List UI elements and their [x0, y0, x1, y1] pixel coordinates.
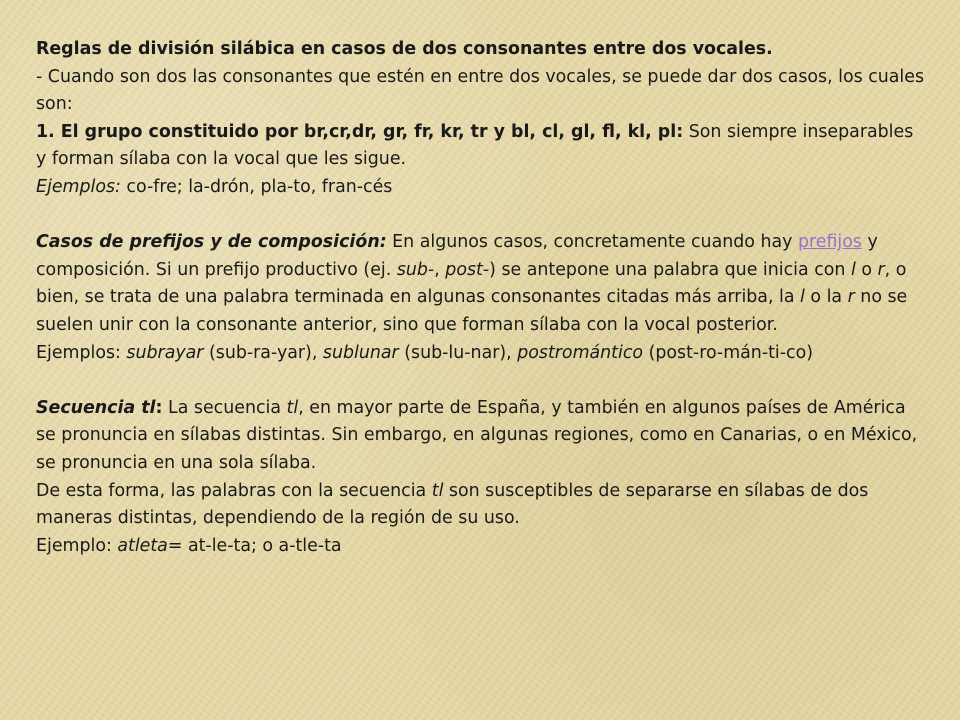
- spacer: [36, 367, 928, 395]
- prefixes-or-la: o la: [804, 287, 848, 308]
- example-split-1: (sub-ra-yar),: [203, 342, 323, 363]
- tl-example: [36, 533, 928, 561]
- letter-l: l: [850, 259, 856, 280]
- prefixes-examples-label: Ejemplos:: [36, 342, 127, 363]
- prefixes-title: Casos de prefijos y de composición:: [36, 232, 387, 253]
- prefix-example-sub: sub-: [396, 259, 435, 280]
- prefixes-text-d: , o bien, se trata de una palabra terminada en algunas consonantes citadas más arriba, la: [36, 259, 907, 308]
- tl-text-d: son susceptibles de separarse en sílabas de dos maneras distintas, dependiendo de la región de su uso.: [36, 480, 869, 529]
- tl-text-b: , en mayor parte de España, y también en algunos países de América se pronuncia en sílabas distintas. Sin embargo, en algunas regiones, como en Canarias, o en México, se pronuncia en una sola sílaba.: [36, 397, 918, 473]
- letter-l-2: l: [800, 287, 805, 308]
- example-split-3: (post-ro-mán-ti-co): [643, 342, 814, 363]
- intro-paragraph: - Cuando son dos las consonantes que estén en entre dos vocales, se puede dar dos casos, los cuales son:: [36, 66, 925, 115]
- prefixes-examples: [36, 340, 928, 368]
- letter-r-2: r: [847, 287, 855, 308]
- examples-text: co-fre; la-drón, pla-to, fran-cés: [120, 176, 393, 197]
- rule-1-title: 1. El grupo constituido por br,cr,dr, gr, fr, kr, tr y bl, cl, gl, fl, kl, pl:: [36, 121, 684, 142]
- rule-1-text: Son siempre inseparables y forman sílaba con la vocal que les sigue.: [36, 121, 914, 170]
- prefixes-paragraph: [36, 229, 928, 339]
- prefixes-text-a: En algunos casos, concretamente cuando hay: [386, 232, 798, 253]
- letter-r: r: [877, 259, 885, 280]
- spacer: [36, 202, 928, 230]
- tl-title: Secuencia tl: [36, 397, 156, 418]
- tl-example-word: atleta: [117, 535, 168, 556]
- tl-example-split: = at-le-ta; o a-tle-ta: [167, 535, 342, 556]
- tl-consequence: [36, 478, 928, 533]
- tl-title-colon: :: [155, 397, 163, 418]
- prefixes-text-c: ) se antepone una palabra que inicia con: [489, 259, 851, 280]
- tl-text-c: De esta forma, las palabras con la secuencia: [36, 480, 432, 501]
- example-split-2: (sub-lu-nar),: [398, 342, 518, 363]
- tl-example-label: Ejemplo:: [36, 535, 118, 556]
- slide-body: [36, 36, 928, 560]
- prefixes-comma: ,: [434, 259, 446, 280]
- tl-text-a: La secuencia: [162, 397, 287, 418]
- prefijos-link[interactable]: prefijos: [797, 232, 862, 253]
- rule-1-examples: [36, 174, 928, 202]
- examples-label: Ejemplos:: [36, 176, 121, 197]
- example-word-postromantico: postromántico: [517, 342, 644, 363]
- prefixes-text-b: y composición. Si un prefijo productivo (ej.: [36, 232, 878, 280]
- prefixes-or: o: [855, 259, 878, 280]
- prefixes-text-e: no se suelen unir con la consonante anterior, sino que forman sílaba con la vocal posterior.: [36, 287, 908, 335]
- prefix-example-post: post-: [445, 259, 490, 280]
- heading: Reglas de división silábica en casos de dos consonantes entre dos vocales.: [36, 39, 773, 59]
- tl-sequence: tl: [286, 397, 299, 418]
- tl-paragraph: [36, 395, 928, 478]
- tl-sequence-2: tl: [431, 480, 444, 501]
- rule-1-paragraph: [36, 119, 928, 174]
- example-word-sublunar: sublunar: [322, 342, 399, 363]
- example-word-subrayar: subrayar: [126, 342, 204, 363]
